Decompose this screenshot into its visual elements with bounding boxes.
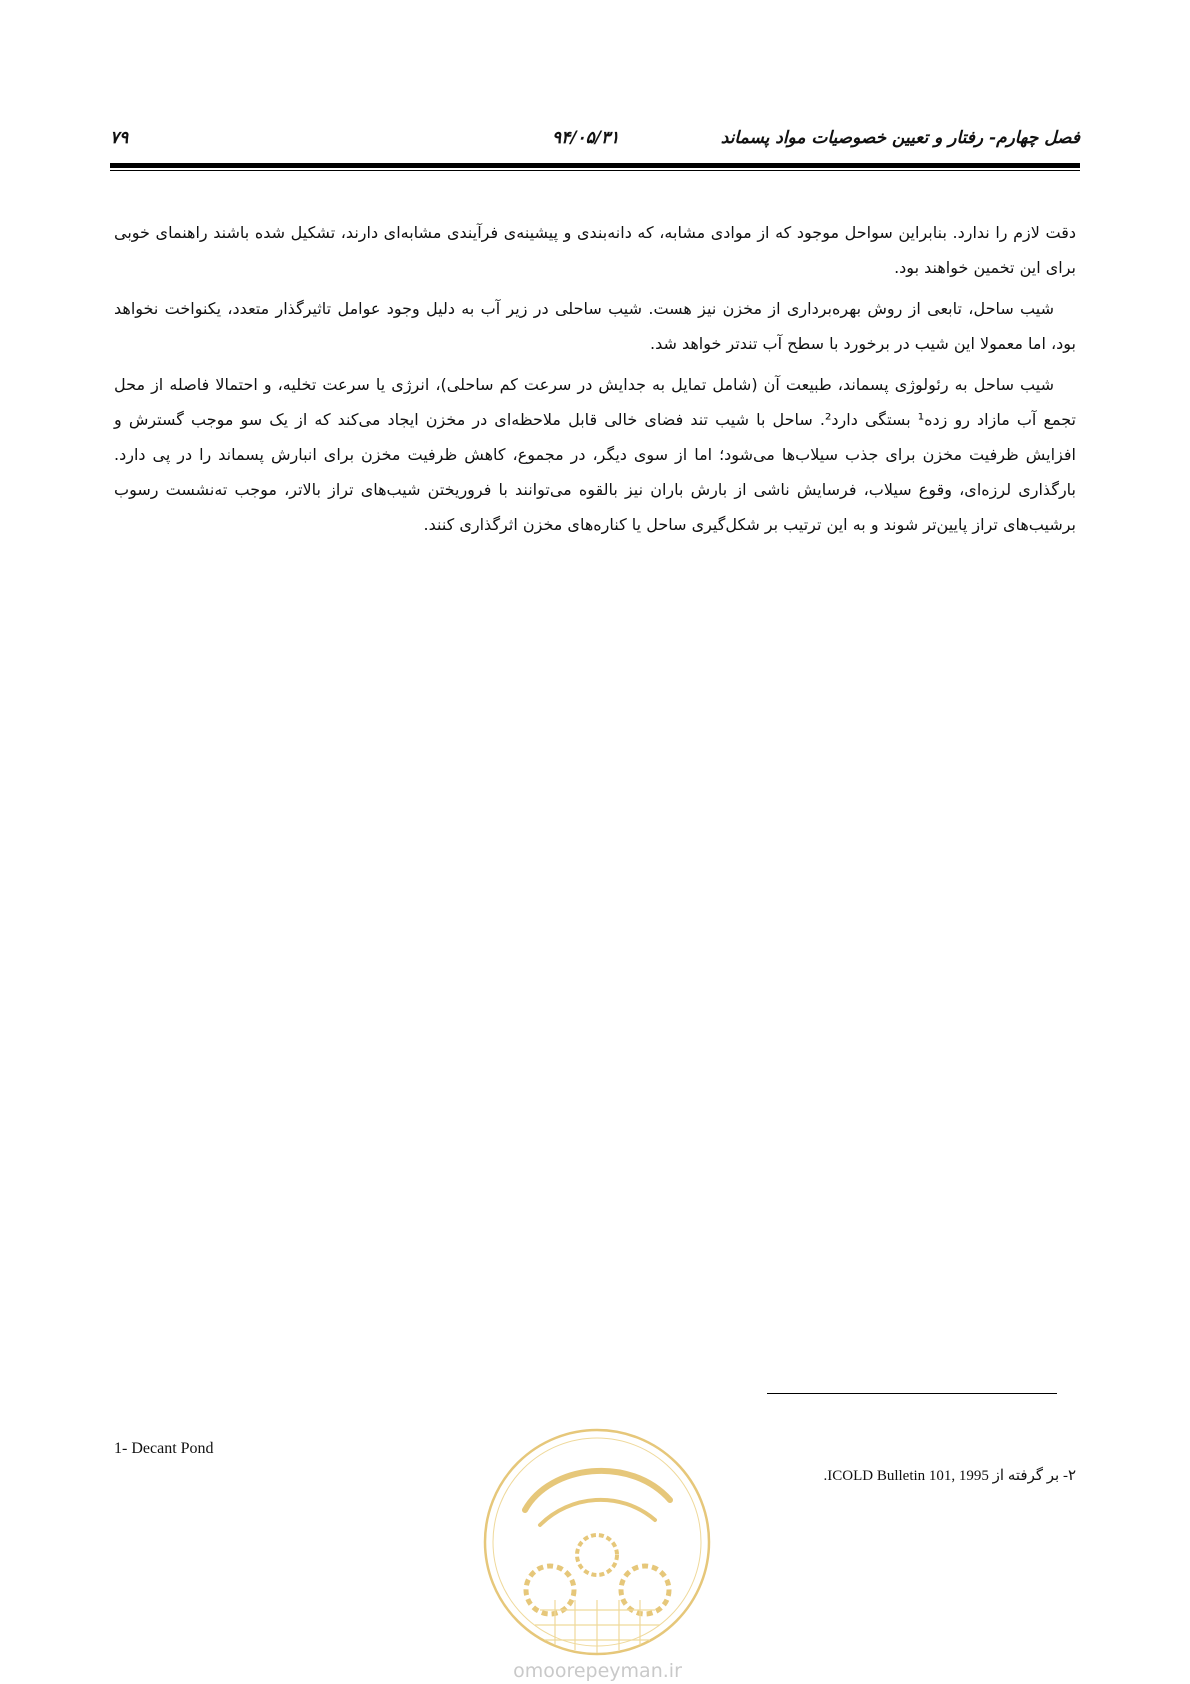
body-text [114,215,1076,548]
paragraph-2: شیب ساحل، تابعی از روش بهره‌برداری از مخزن نیز هست. شیب ساحلی در زیر آب به دلیل وجود عوامل تاثیرگذار متعدد، یکنواخت نخواهد بود، اما معمولا این شیب در برخورد با سطح آب تندتر خواهد شد. [114,299,1076,353]
watermark-site-url: omoorepeyman.ir [513,1660,682,1682]
header-rule-thin [110,170,1080,171]
chapter-title: فصل چهارم- رفتار و تعیین خصوصیات مواد پسماند [720,128,1080,148]
footnote-2: ۲- بر گرفته از ICOLD Bulletin 101, 1995. [823,1468,1076,1484]
footnote-rule [767,1393,1057,1394]
paragraph-3: شیب ساحل به رئولوژی پسماند، طبیعت آن (شامل تمایل به جدایش در سرعت کم ساحلی)، انرژی یا سرعت تخلیه، و احتمالا فاصله از محل تجمع آب مازاد رو زده¹ بستگی دارد². ساحل با شیب تند فضای خالی قابل ملاحظه‌ای در مخزن ایجاد می‌کند که از یک سو موجب گسترش و افزایش ظرفیت مخزن برای جذب سیلاب‌ها می‌شود؛ اما از سوی دیگر، در مجموع، کاهش ظرفیت مخزن برای انبارش پسماند را در پی دارد. بارگذاری لرزه‌ای، وقوع سیلاب، فرسایش ناشی از بارش باران نیز بالقوه می‌توانند با فروریختن شیب‌های تراز بالاتر، موجب ته‌نشست رسوب برشیب‌های تراز پایین‌تر شوند و به این ترتیب بر شکل‌گیری ساحل یا کناره‌های مخزن اثرگذاری کنند. [114,375,1076,534]
page-number: ۷۹ [110,128,129,148]
watermark-seal-icon [480,1425,715,1660]
header-rule-thick [110,163,1080,168]
header-date: ۹۴/۰۵/۳۱ [552,128,620,148]
paragraph-1: دقت لازم را ندارد. بنابراین سواحل موجود که از موادی مشابه، که دانه‌بندی و پیشینه‌ی فرآیندی مشابه‌ای دارند، تشکیل شده باشند راهنمای خوبی برای این تخمین خواهند بود. [114,223,1076,277]
page-header [110,128,1080,158]
footnote-1: 1- Decant Pond [114,1440,214,1457]
